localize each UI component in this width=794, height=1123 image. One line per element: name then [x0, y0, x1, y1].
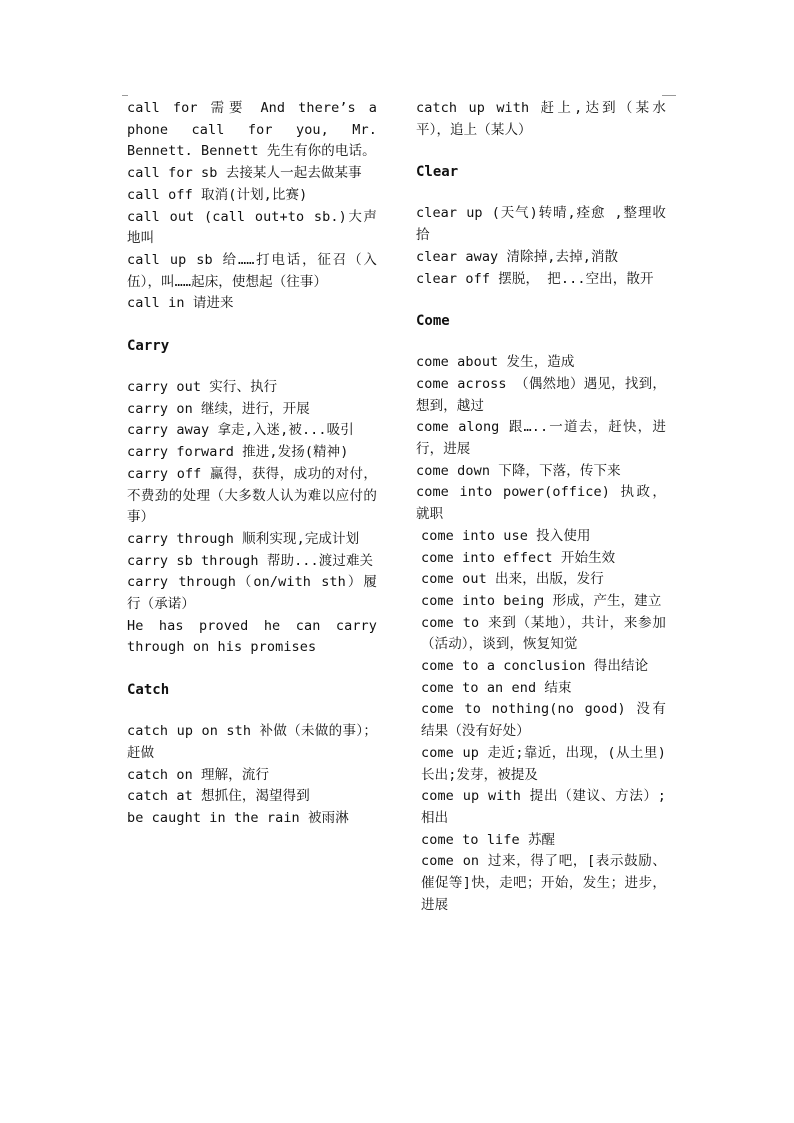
- vocab-entry: carry sb through 帮助...渡过难关: [127, 552, 374, 569]
- vocab-entry: come out 出来，出版，发行: [421, 571, 604, 588]
- vocab-entry: carry forward 推进,发扬(精神): [127, 444, 349, 461]
- vocab-entry: catch at 想抓住，渴望得到: [127, 788, 310, 805]
- vocab-entry: catch up with 赶上,达到（某水平），追上（某人）: [416, 100, 666, 138]
- vocab-entry: come to nothing(no good) 没有结果（没有好处）: [421, 701, 666, 740]
- section-heading-carry: Carry: [127, 338, 170, 355]
- section-heading-catch: Catch: [127, 682, 170, 699]
- vocab-entry: come about 发生，造成: [416, 354, 575, 371]
- vocab-entry: carry through 顺利实现,完成计划: [127, 530, 360, 547]
- vocab-entry: come along 跟…..一道去，赶快，进行，进展: [416, 419, 666, 458]
- vocab-entry: call in 请进来: [127, 295, 234, 312]
- vocab-entry: carry away 拿走,入迷,被...吸引: [127, 422, 354, 439]
- vocab-entry: call up sb 给……打电话，征召（入伍），叫……起床，使想起（往事）: [127, 251, 377, 290]
- vocab-entry: come up 走近;靠近，出现，(从土里)长出;发芽，被提及: [421, 744, 666, 783]
- right-column: [416, 98, 666, 917]
- vocab-entry: come up with 提出（建议、方法）;相出: [421, 788, 666, 826]
- vocab-entry: come into being 形成，产生，建立: [421, 592, 662, 609]
- vocab-entry: come into effect 开始生效: [421, 549, 616, 566]
- section-heading-come: Come: [416, 313, 450, 330]
- vocab-entry: clear off 摆脱， 把...空出，散开: [416, 270, 654, 287]
- vocab-entry: catch on 理解，流行: [127, 766, 270, 783]
- vocab-entry: come to an end 结束: [421, 679, 572, 696]
- vocab-entry: call out (call out+to sb.)大声地叫: [127, 208, 377, 247]
- example-sentence: He has proved he can carry through on his promises: [127, 617, 377, 656]
- vocab-entry: come down 下降，下落，传下来: [416, 462, 621, 479]
- page-corner-mark-right: [662, 95, 676, 96]
- left-column: [127, 98, 377, 830]
- vocab-entry: call off 取消(计划,比赛): [127, 186, 308, 203]
- vocab-entry: be caught in the rain 被雨淋: [127, 809, 349, 826]
- vocab-entry: come across （偶然地）遇见，找到，想到，越过: [416, 375, 666, 414]
- vocab-entry: clear away 清除掉,去掉,消散: [416, 248, 619, 265]
- vocab-entry: call for 需要 And there’s a phone call for you, Mr. Bennett. Bennett 先生有你的电话。: [127, 100, 377, 160]
- vocab-entry: come to a conclusion 得出结论: [421, 658, 649, 675]
- vocab-entry: carry through（on/with sth）履行（承诺）: [127, 574, 377, 613]
- vocab-entry: call for sb 去接某人一起去做某事: [127, 165, 362, 182]
- vocab-entry: come into use 投入使用: [421, 527, 591, 544]
- page-corner-mark-left: [122, 95, 128, 96]
- vocab-entry: clear up (天气)转晴,痊愈 ,整理收拾: [416, 205, 666, 244]
- vocab-entry: come to 来到（某地），共计，来参加（活动），谈到，恢复知觉: [421, 614, 666, 653]
- vocab-entry: come into power(office) 执政，就职: [416, 484, 666, 523]
- vocab-entry: carry off 赢得，获得，成功的对付，不费劲的处理（大多数人认为难以应付的事）: [127, 465, 377, 526]
- vocab-entry: carry on 继续，进行，开展: [127, 400, 310, 417]
- vocab-entry: carry out 实行、执行: [127, 379, 278, 396]
- vocab-entry: come on 过来，得了吧，[表示鼓励、催促等]快，走吧；开始，发生；进步，进展: [421, 853, 666, 913]
- vocab-entry: come to life 苏醒: [421, 831, 556, 848]
- section-heading-clear: Clear: [416, 164, 459, 181]
- vocab-entry: catch up on sth 补做（未做的事）；赶做: [127, 723, 377, 761]
